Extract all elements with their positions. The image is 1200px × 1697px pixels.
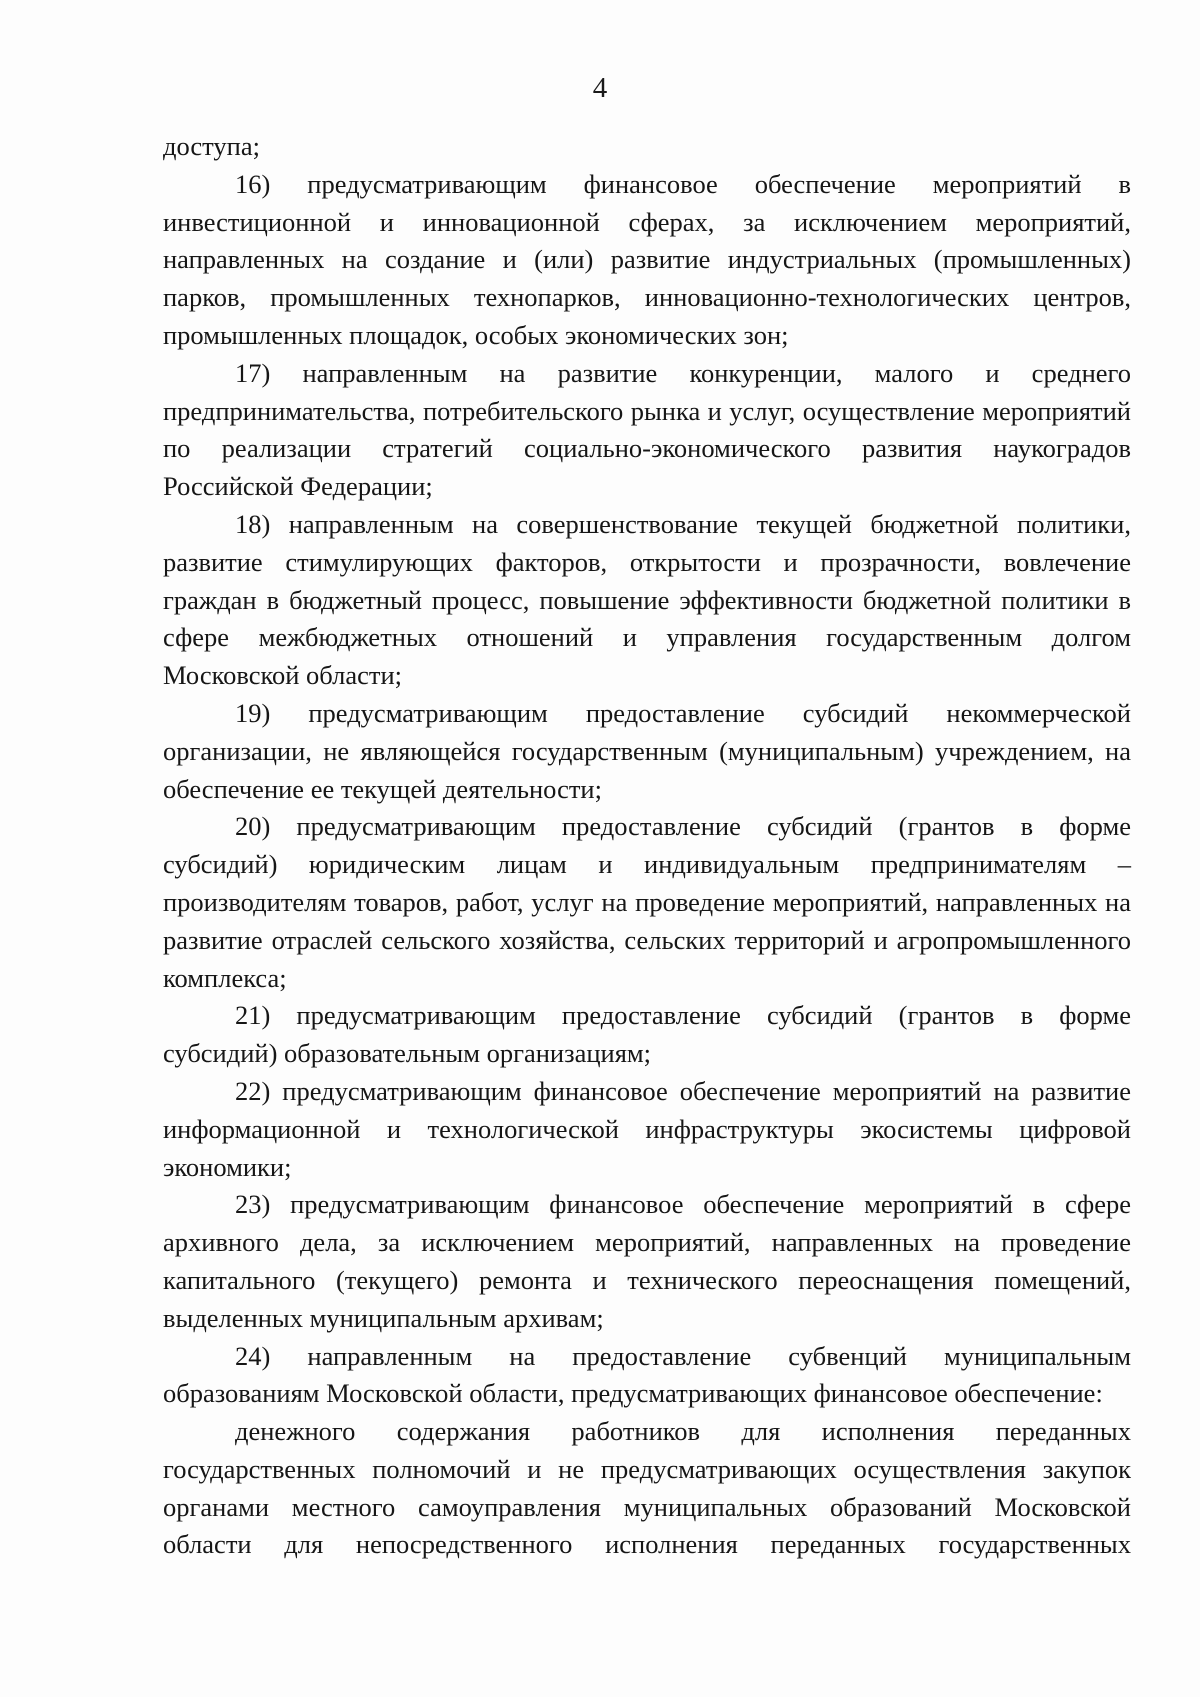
paragraph-item-20: 20) предусматривающим предоставление субсидий (грантов в форме субсидий) юридическим лицам и индивидуальным предпринимателям – производителям товаров, работ, услуг на проведение мероприятий, направленных на развитие отраслей сельского хозяйства, сельских территорий и агропромышленного комплекса; [163,811,1131,993]
paragraph-item-16: 16) предусматривающим финансовое обеспечение мероприятий в инвестиционной и инновационной сферах, за исключением мероприятий, направленных на создание и (или) развитие индустриальных (промышленных) парков, промышленных технопарков, инновационно-технологических центров, промышленных площадок, особых экономических зон; [163,168,1131,350]
paragraph-item-21: 21) предусматривающим предоставление субсидий (грантов в форме субсидий) образовательным организациям; [163,1000,1131,1069]
document-body [163,128,1131,1564]
paragraph-continuation: доступа; [163,131,260,161]
paragraph-item-19: 19) предусматривающим предоставление субсидий некоммерческой организации, не являющейся государственным (муниципальным) учреждением, на обеспечение ее текущей деятельности; [163,697,1131,804]
paragraph-item-22: 22) предусматривающим финансовое обеспечение мероприятий на развитие информационной и технологической инфраструктуры экосистемы цифровой экономики; [163,1075,1131,1182]
paragraph-item-17: 17) направленным на развитие конкуренции, малого и среднего предпринимательства, потребительского рынка и услуг, осуществление мероприятий по реализации стратегий социально-экономического развития наукоградов Российской Федерации; [163,357,1131,502]
paragraph-item-18: 18) направленным на совершенствование текущей бюджетной политики, развитие стимулирующих факторов, открытости и прозрачности, вовлечение граждан в бюджетный процесс, повышение эффективности бюджетной политики в сфере межбюджетных отношений и управления государственным долгом Московской области; [163,508,1131,691]
paragraph-salary-content: денежного содержания работников для исполнения переданных государственных полномочий и не предусматривающих осуществления закупок органами местного самоуправления муниципальных образований Московской области для непосредственного исполнения переданных государственных [163,1416,1131,1560]
paragraph-item-24: 24) направленным на предоставление субвенций муниципальным образованиям Московской области, предусматривающих финансовое обеспечение: [163,1340,1131,1409]
paragraph-item-23: 23) предусматривающим финансовое обеспечение мероприятий в сфере архивного дела, за исключением мероприятий, направленных на проведение капитального (текущего) ремонта и технического переоснащения помещений, выделенных муниципальным архивам; [163,1189,1131,1333]
page-number: 4 [592,72,608,104]
